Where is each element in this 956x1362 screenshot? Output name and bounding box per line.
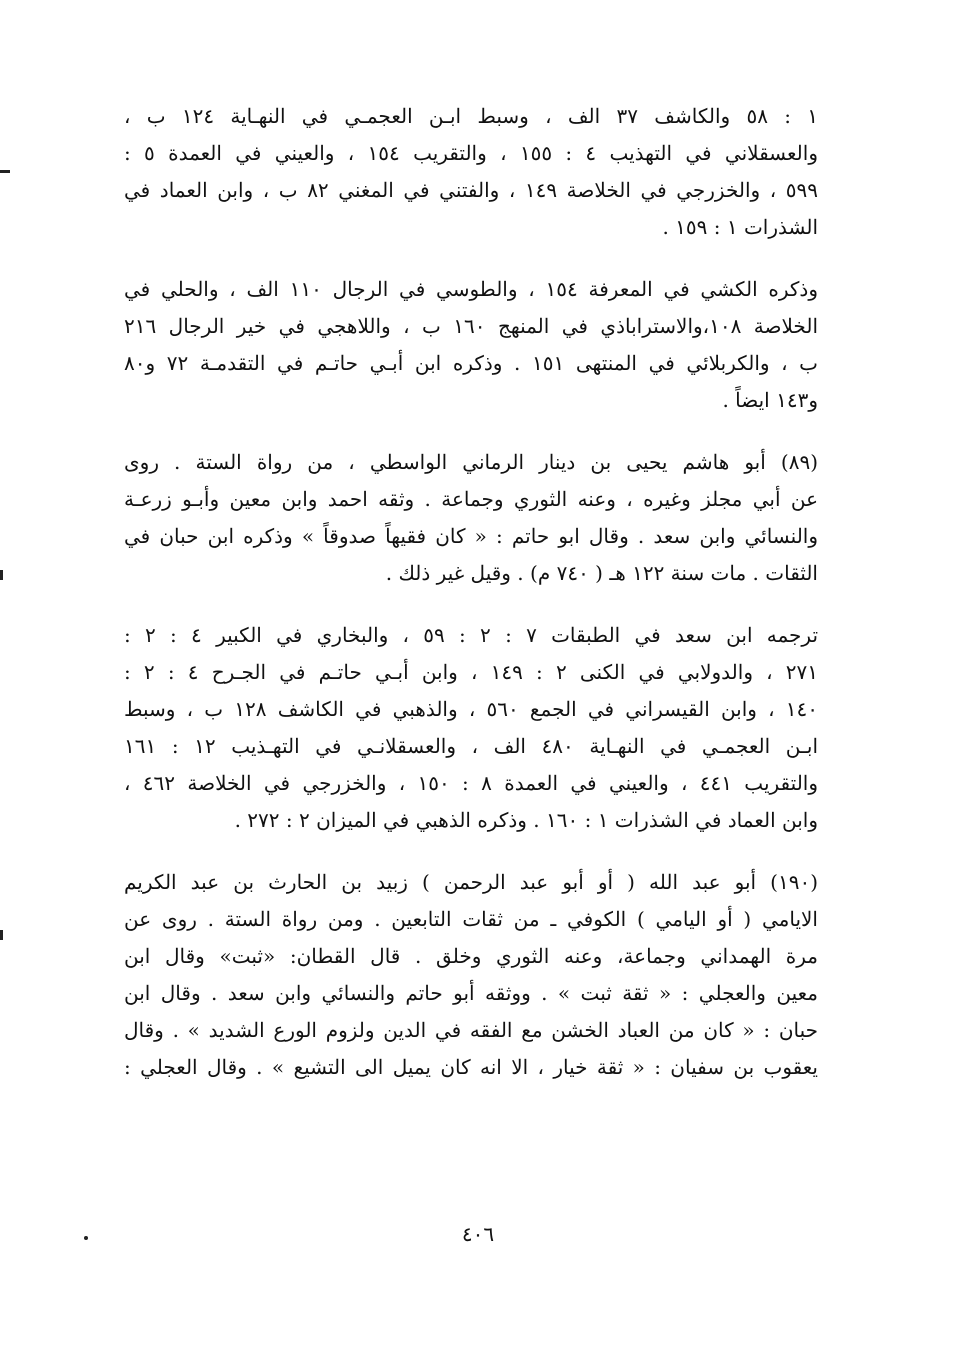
text-line: الشذرات ١ : ١٥٩ . bbox=[662, 215, 818, 239]
text-line: والعسقلاني في التهذيب ٤ : ١٥٥ ، والتقريب ١٥٤ ، والعيني في العمدة ٥ : bbox=[124, 141, 818, 165]
text-line: ب ، والكربلائي في المنتهى ١٥١ . وذكره ابن أبـي حاتـم في التقدمـة ٧٢ و٨٠ bbox=[124, 351, 818, 375]
text-line: و١٤٣ ايضاً . bbox=[722, 388, 818, 412]
scan-mark-left-middle bbox=[0, 570, 3, 580]
paragraph-references-189 bbox=[124, 617, 818, 839]
scan-mark-left-bottom bbox=[0, 930, 3, 940]
text-line: الخلاصة ١٠٨،والاستراباذي في المنهج ١٦٠ ب ، واللاهجي في خير الرجال ٢١٦ bbox=[124, 314, 818, 338]
text-line: والنسائي وابن سعد . وقال ابو حاتم : « كان فقيهاً صدوقاً » وذكره ابن حبان في bbox=[124, 524, 818, 548]
text-line: والتقريب ٤٤١ ، والعيني في العمدة ٨ : ١٥٠ ، والخزرجي في الخلاصة ٤٦٢ ، bbox=[124, 771, 818, 795]
text-line: عن أبي مجلز وغيره ، وعنه الثوري وجماعة . وثقه احمد وابن معين وأبـو زرعـة bbox=[124, 487, 818, 511]
text-line: ابـن العجمـي في النهـاية ٤٨٠ الف ، والعسقلانـي في التهـذيب ١٢ : ١٦١ bbox=[124, 734, 818, 758]
text-line: معين والعجلي : « ثقة ثبت » . ووثقه أبو حاتم والنسائي وابن سعد . وقال ابن bbox=[124, 981, 818, 1005]
scan-mark-left-top bbox=[0, 170, 10, 173]
text-line: ٢٧١ ، والدولابي في الكنى ٢ : ١٤٩ ، وابن أبـي حاتـم في الجـرح ٤ : ٢ : bbox=[124, 660, 818, 684]
page-body bbox=[124, 98, 818, 1086]
text-line: (٨٩) أبو هاشم يحيى بن دينار الرماني الواسطي ، من رواة الستة . روى bbox=[124, 450, 818, 474]
text-line: الثقات . مات سنة ١٢٢ هـ ( ٧٤٠ م) . وقيل غير ذلك . bbox=[385, 561, 818, 585]
text-line: مرة الهمداني وجماعة، وعنه الثوري وخلق . قال القطان: «ثبت» وقال ابن bbox=[124, 944, 818, 968]
text-line: ترجمه ابن سعد في الطبقات ٧ : ٢ : ٥٩ ، والبخاري في الكبير ٤ : ٢ : bbox=[124, 623, 818, 647]
text-line: ١ : ٥٨ والكاشف ٣٧ الف ، وسبط ابـن العجمـي في النهـاية ١٢٤ ب ، bbox=[124, 104, 818, 128]
paragraph-references-1 bbox=[124, 98, 818, 246]
text-line: الايامي ( أو اليامي ) الكوفي ـ من ثقات التابعين . ومن رواة الستة . روى عن bbox=[124, 907, 818, 931]
text-line: ١٤٠ ، وابن القيسراني في الجمع ٥٦٠ ، والذهبي في الكاشف ١٢٨ ب ، وسبط bbox=[124, 697, 818, 721]
paragraph-entry-189 bbox=[124, 444, 818, 592]
text-line: (١٩٠) أبو عبد الله ( أو أبو عبد الرحمن ) زبيد بن الحارث بن عبد الكريم bbox=[124, 870, 818, 894]
text-line: ٥٩٩ ، والخزرجي في الخلاصة ١٤٩ ، والفتني في المغني ٨٢ ب ، وابن العماد في bbox=[124, 178, 818, 202]
text-line: يعقوب بن سفيان : « ثقة خيار ، الا انه كان يميل الى التشيع » . وقال العجلي : bbox=[124, 1055, 818, 1079]
page-number: ٤٠٦ bbox=[461, 1222, 495, 1246]
text-line: وابن العماد في الشذرات ١ : ١٦٠ . وذكره الذهبي في الميزان ٢ : ٢٧٢ . bbox=[234, 808, 818, 832]
text-line: حبان : « كان من العباد الخشن مع الفقه في الدين ولزوم الورع الشديد » . وقال bbox=[124, 1018, 818, 1042]
text-line: وذكره الكشي في المعرفة ١٥٤ ، والطوسي في الرجال ١١٠ الف ، والحلي في bbox=[124, 277, 818, 301]
paragraph-references-2 bbox=[124, 271, 818, 419]
paragraph-entry-190 bbox=[124, 864, 818, 1086]
